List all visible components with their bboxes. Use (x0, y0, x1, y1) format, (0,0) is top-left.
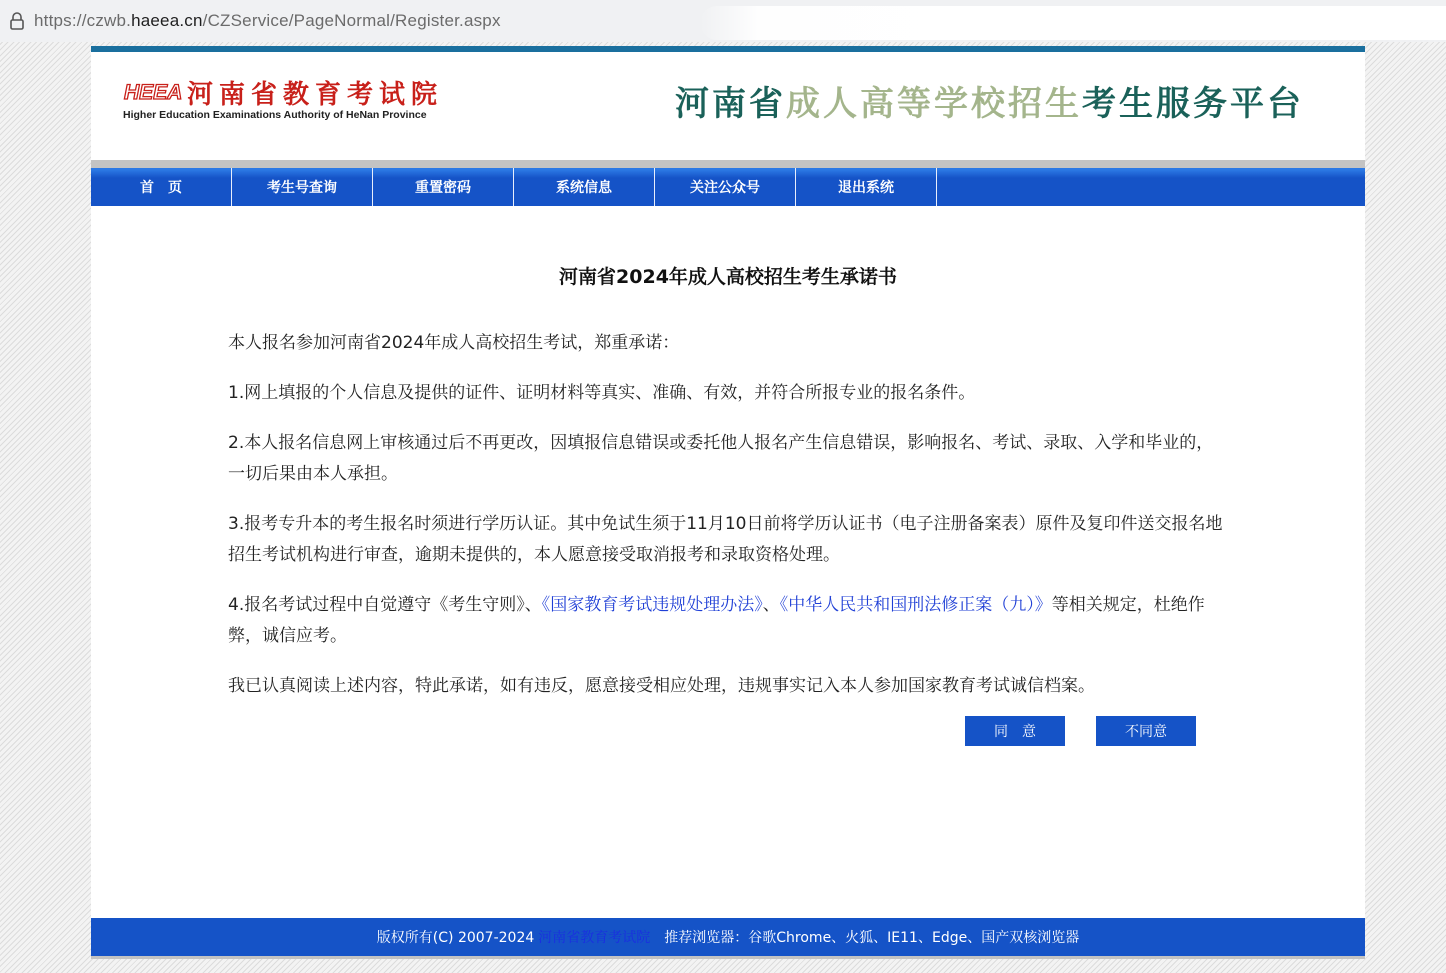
pledge-intro: 本人报名参加河南省2024年成人高校招生考试，郑重承诺： (228, 333, 680, 353)
footer-browsers: 推荐浏览器：谷歌Chrome、火狐、IE11、Edge、国产双核浏览器 (664, 930, 1080, 946)
pledge-item-3: 3.报考专升本的考生报名时须进行学历认证。其中免试生须于11月10日前将学历认证书（电子注册备案表）原件及复印件送交报名地招生考试机构进行审查，逾期未提供的，本人愿意接受取消报考和录取资格处理。 (228, 514, 1223, 565)
page-container (91, 46, 1365, 959)
exam-violation-rules-link[interactable]: 《国家教育考试违规处理办法》 (541, 595, 763, 615)
platform-title-part2: 成人高等学校招生 (786, 84, 1082, 124)
disagree-button[interactable]: 不同意 (1096, 716, 1196, 746)
org-name-cn: 河南省教育考试院 (187, 80, 444, 110)
pledge-item-4-suffix: 等相关规定，杜绝作弊，诚信应考。 (228, 595, 1205, 646)
footer-bottom-line (91, 956, 1365, 959)
nav-item-logout[interactable]: 退出系统 (796, 168, 937, 206)
agree-button[interactable]: 同 意 (965, 716, 1065, 746)
header-divider (91, 160, 1365, 168)
org-name-en: Higher Education Examinations Authority of HeNan Province (123, 109, 427, 121)
redacted-area (700, 6, 1446, 40)
criminal-law-amendment-link[interactable]: 《中华人民共和国刑法修正案（九）》 (779, 595, 1052, 615)
logo-text: HEEA (124, 81, 183, 104)
nav-item-exam-number-query[interactable]: 考生号查询 (232, 168, 373, 206)
header-top-line (91, 46, 1365, 52)
footer (91, 918, 1365, 956)
pledge-item-2: 2.本人报名信息网上审核通过后不再更改，因填报信息错误或委托他人报名产生信息错误，影响报名、考试、录取、入学和毕业的，一切后果由本人承担。 (228, 433, 1214, 484)
pledge-item-4-prefix: 4.报名考试过程中自觉遵守《考生守则》、 (228, 595, 542, 615)
pledge-closing: 我已认真阅读上述内容，特此承诺，如有违反，愿意接受相应处理，违规事实记入本人参加国家教育考试诚信档案。 (228, 676, 1095, 696)
nav-item-follow-account[interactable]: 关注公众号 (655, 168, 796, 206)
lock-icon[interactable] (0, 0, 34, 42)
url-domain: haeea.cn (131, 11, 203, 30)
platform-title (675, 76, 1304, 125)
browser-address-bar[interactable] (0, 0, 1446, 42)
footer-copyright: 版权所有(C) 2007-2024 (376, 930, 535, 946)
page-title: 河南省2024年成人高校招生考生承诺书 (559, 266, 897, 288)
pledge-item-4-separator: 、 (762, 595, 780, 615)
platform-title-part3: 考生服务平台 (1082, 84, 1304, 124)
nav-item-home[interactable]: 首 页 (91, 168, 232, 206)
main-nav (91, 168, 1365, 206)
pledge-item-4 (228, 590, 1228, 652)
nav-item-reset-password[interactable]: 重置密码 (373, 168, 514, 206)
nav-item-system-info[interactable]: 系统信息 (514, 168, 655, 206)
footer-org-link[interactable]: 河南省教育考试院 (538, 930, 651, 946)
url-text[interactable] (34, 11, 501, 31)
heea-logo-icon (123, 78, 183, 108)
platform-title-part1: 河南省 (675, 84, 786, 124)
pledge-content (228, 328, 1228, 721)
url-path: /CZService/PageNormal/Register.aspx (202, 11, 501, 30)
url-prefix: https://czwb. (34, 11, 132, 30)
pledge-item-1: 1.网上填报的个人信息及提供的证件、证明材料等真实、准确、有效，并符合所报专业的报名条件。 (228, 383, 976, 403)
